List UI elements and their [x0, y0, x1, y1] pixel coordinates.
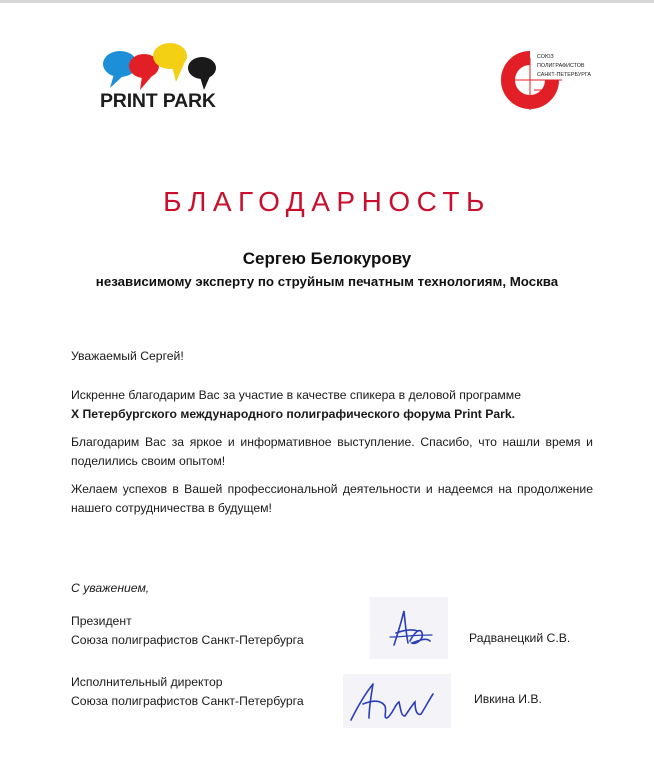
union-logo-text: СОЮЗ ПОЛИГРАФИСТОВ САНКТ-ПЕТЕРБУРГА [537, 54, 592, 78]
signature-2 [343, 674, 451, 728]
paragraph-participation-text: Искренне благодарим Вас за участие в качестве спикера в деловой программе [71, 388, 521, 402]
top-border [0, 0, 654, 3]
union-logo [498, 48, 598, 112]
greeting: Уважаемый Сергей! [71, 349, 184, 363]
speech-bubbles-icon [100, 40, 224, 92]
signature-1 [370, 597, 448, 659]
paragraph-wishes: Желаем успехов в Вашей профессиональной деятельности и надеемся на продолжение нашего сотрудничества в будущем! [71, 482, 593, 515]
signatory-2-organization: Союза полиграфистов Санкт-Петербурга [71, 694, 304, 708]
print-park-logo [100, 40, 224, 118]
document-title: БЛАГОДАРНОСТЬ [163, 186, 491, 217]
signatory-1-title [71, 612, 304, 650]
signatory-2-name: Ивкина И.В. [474, 692, 542, 706]
signature-2-icon [343, 674, 451, 728]
signatory-2-position: Исполнительный директор [71, 675, 223, 689]
paragraph-thanks: Благодарим Вас за яркое и информативное выступление. Спасибо, что нашли время и поделились своим опытом! [71, 435, 593, 468]
signature-1-icon [370, 597, 448, 659]
signatory-1-position: Президент [71, 614, 132, 628]
recipient-role: независимому эксперту по струйным печатным технологиям, Москва [95, 274, 559, 289]
paragraph-participation [71, 386, 593, 424]
signatory-1-name: Радванецкий С.В. [469, 631, 571, 645]
forum-name: X Петербургского международного полиграфического форума Print Park. [71, 407, 516, 421]
closing: С уважением, [71, 581, 150, 595]
print-park-logo-text: PRINT PARK [100, 90, 216, 112]
signatory-2-title [71, 673, 304, 711]
recipient-name: Сергею Белокурову [242, 249, 412, 268]
signatory-1-organization: Союза полиграфистов Санкт-Петербурга [71, 633, 304, 647]
